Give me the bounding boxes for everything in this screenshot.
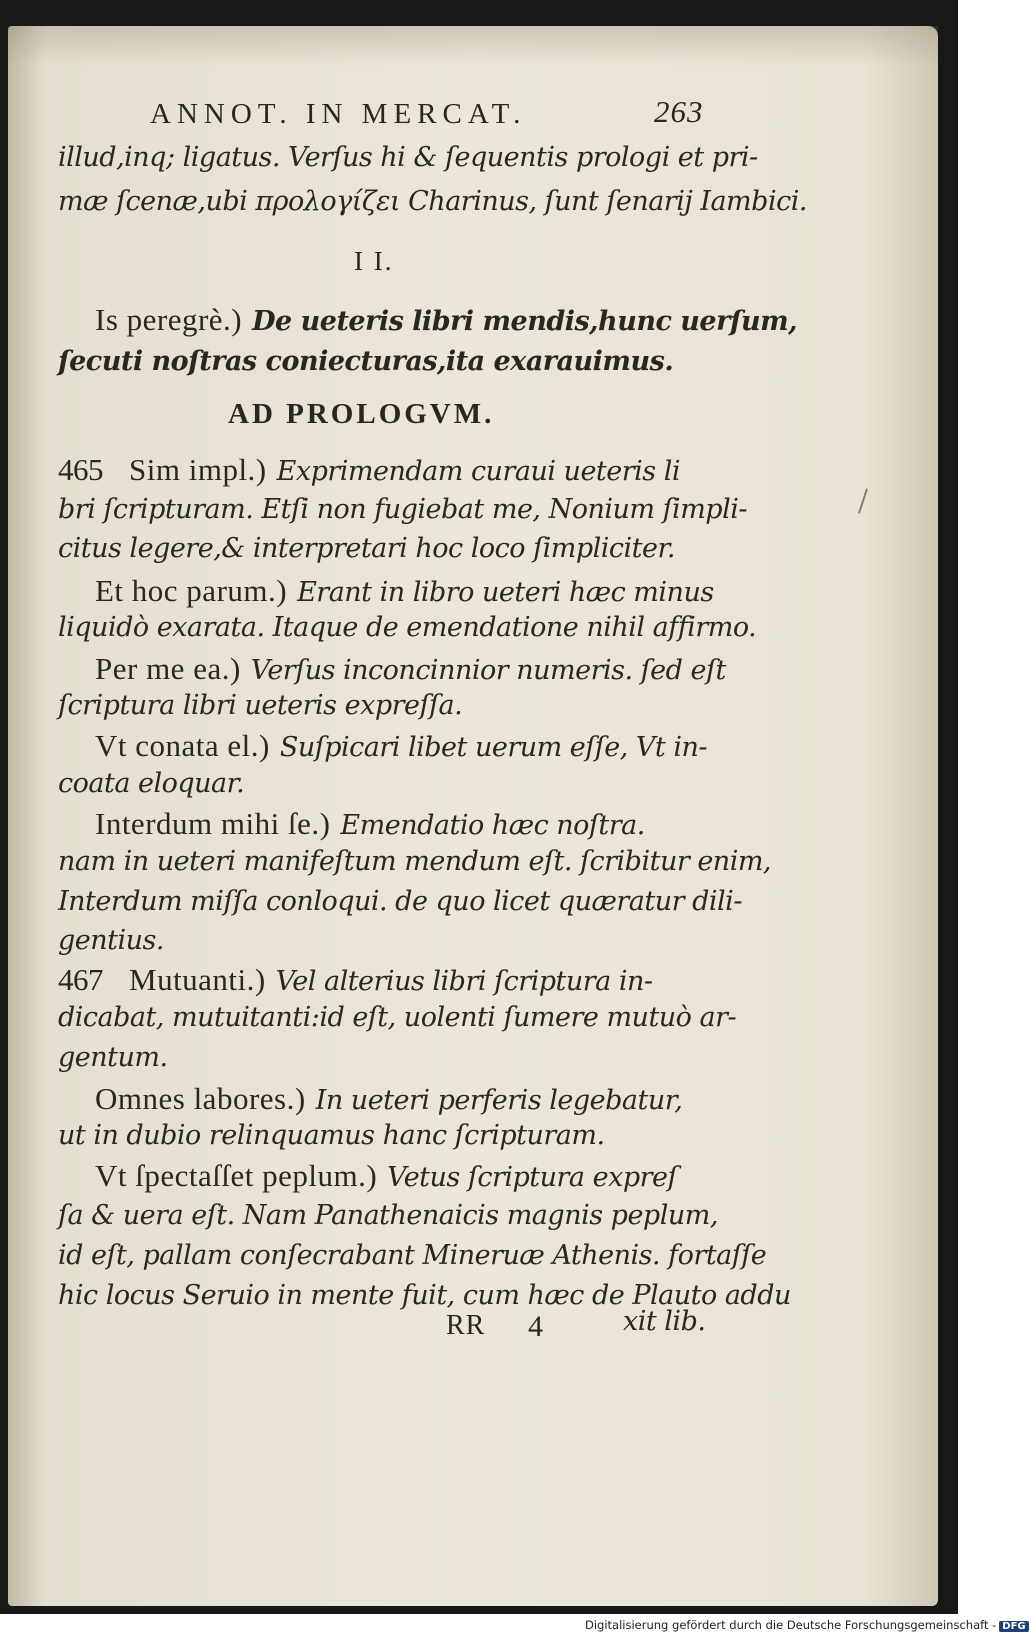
note-line (58, 962, 653, 998)
opening-line-1: illud,inq; ligatus. Verſus hi & ſequentis prologi et pri- (58, 142, 758, 173)
note-line (95, 573, 714, 609)
note-text: Interdum miſſa conloqui. de quo licet quæratur dili- (58, 886, 742, 917)
note-line (95, 1158, 677, 1194)
line-number: 465 (58, 452, 103, 487)
note-text: coata eloquar. (58, 768, 245, 799)
catchword: xit lib. (623, 1306, 706, 1337)
note-text: Vetus ſcriptura expreſ (387, 1162, 677, 1193)
note-line (95, 806, 645, 842)
dfg-logo: DFG (999, 1621, 1028, 1632)
signature-number: 4 (528, 1310, 544, 1343)
lemma: Per me ea.) (95, 651, 241, 686)
running-head-title: ANNOT. IN MERCAT. (150, 98, 527, 130)
note-text: Suſpicari libet uerum eſſe, Vt in- (279, 732, 707, 763)
note-text: ſa & uera eſt. Nam Panathenaicis magnis peplum, (58, 1200, 718, 1231)
note-line (95, 651, 726, 687)
note-text: nam in ueteri manifeſtum mendum eſt. ſcribitur enim, (58, 846, 772, 877)
note-continuation: ſecuti noſtras coniecturas,ita exarauimus. (58, 346, 674, 377)
lemma: Vt ſpectaſſet peplum.) (95, 1158, 378, 1193)
note-text: ſcriptura libri ueteris expreſſa. (58, 690, 463, 721)
signature-mark: RR (446, 1310, 486, 1341)
note-text: gentum. (58, 1042, 168, 1073)
page-number: 263 (654, 94, 704, 129)
note-text: Exprimendam curaui ueteris li (276, 456, 681, 487)
note-text: Emendatio hæc noſtra. (340, 810, 645, 841)
opening-line-2: mæ ſcenæ,ubi προλογίζει Charinus, ſunt ſenarij Iambici. (58, 186, 807, 217)
lemma: Vt conata el.) (95, 728, 270, 763)
note-text: Vel alterius libri ſcriptura in- (275, 966, 653, 997)
lemma: Mutuanti.) (129, 962, 266, 997)
lemma: Et hoc parum.) (95, 573, 288, 608)
line-number: 467 (58, 962, 103, 997)
note-text: id eſt, pallam conſecrabant Mineruæ Athenis. fortaſſe (58, 1240, 767, 1271)
note-text: ut in dubio relinquamus hanc ſcripturam. (58, 1120, 605, 1151)
heading-prologue: AD PROLOGVM. (228, 398, 495, 430)
note-text: Verſus inconcinnior numeris. ſed eſt (250, 655, 726, 686)
note-text: In ueteri perferis legebatur, (315, 1085, 683, 1116)
note-text: bri ſcripturam. Etſi non fugiebat me, Nonium ſimpli- (58, 494, 747, 525)
note-text: citus legere,& interpretari hoc loco ſimpliciter. (58, 533, 675, 564)
note-line (95, 1081, 682, 1117)
note-text: dicabat, mutuitanti:id eſt, uolenti ſumere mutuò ar- (58, 1002, 737, 1033)
lemma: Interdum mihi ſe.) (95, 806, 331, 841)
note-is-peregre (95, 302, 797, 338)
section-numeral: I I. (354, 246, 394, 276)
lemma-is-peregre: Is peregrè.) (95, 302, 243, 337)
page-shadow (8, 26, 938, 66)
footer-text: Digitalisierung gefördert durch die Deutsche Forschungsgemeinschaft - (585, 1618, 997, 1632)
digitization-footer (585, 1618, 1029, 1632)
note-line (95, 728, 707, 764)
note-text: De ueteris libri mendis,hunc uerſum, (252, 306, 798, 337)
note-line (58, 452, 680, 488)
note-text: liquidò exarata. Itaque de emendatione nihil affirmo. (58, 612, 757, 643)
note-text: Erant in libro ueteri hæc minus (297, 577, 714, 608)
lemma: Sim impl.) (129, 452, 267, 487)
note-text: gentius. (58, 925, 164, 956)
lemma: Omnes labores.) (95, 1081, 306, 1116)
note-text: hic locus Seruio in mente fuit, cum hæc de Plauto addu (58, 1280, 791, 1311)
